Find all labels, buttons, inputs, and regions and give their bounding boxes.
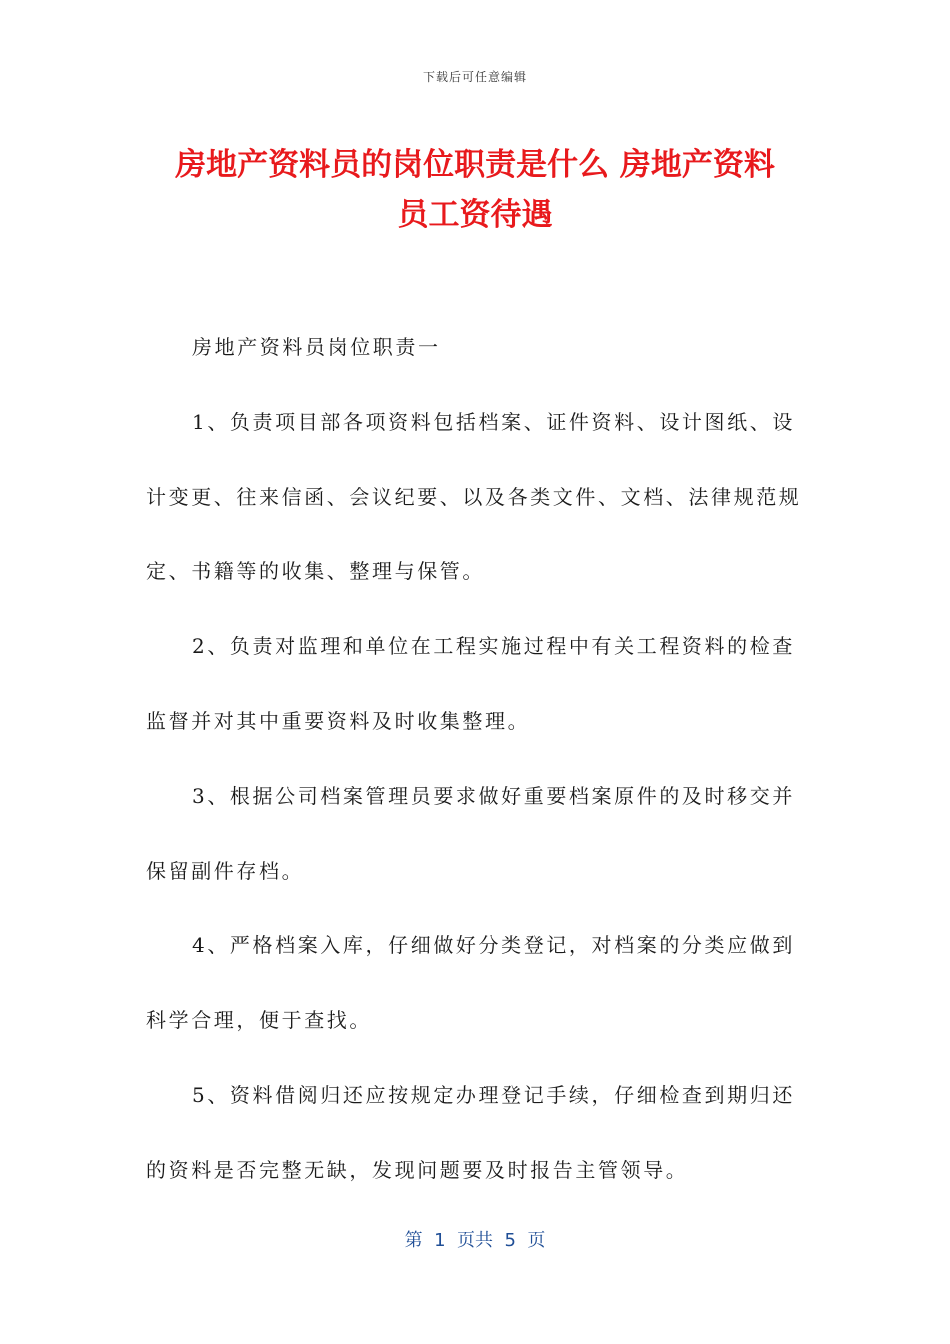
paragraph-item-5: 5、资料借阅归还应按规定办理登记手续，仔细检查到期归还的资料是否完整无缺，发现问题要及时报告主管领导。 xyxy=(146,1082,795,1182)
paragraph-item-2: 2、负责对监理和单位在工程实施过程中有关工程资料的检查监督并对其中重要资料及时收集整理。 xyxy=(146,634,795,733)
paragraph-item-4: 4、严格档案入库，仔细做好分类登记，对档案的分类应做到科学合理，便于查找。 xyxy=(146,933,795,1033)
section-heading: 房地产资料员岗位职责一 xyxy=(192,335,441,359)
page-number-footer: 第 1 页共 5 页 xyxy=(404,1230,546,1251)
document-title xyxy=(140,140,810,240)
document-title-line-1: 房地产资料员的岗位职责是什么 房地产资料 xyxy=(175,147,775,183)
document-title-line-2: 员工资待遇 xyxy=(397,197,553,233)
document-body xyxy=(146,310,810,1208)
paragraph-item-1: 1、负责项目部各项资料包括档案、证件资料、设计图纸、设计变更、往来信函、会议纪要、以及各类文件、文档、法律规范规定、书籍等的收集、整理与保管。 xyxy=(146,409,802,584)
paragraph-item-3: 3、根据公司档案管理员要求做好重要档案原件的及时移交并保留副件存档。 xyxy=(146,783,795,883)
header-note: 下载后可任意编辑 xyxy=(422,70,527,84)
